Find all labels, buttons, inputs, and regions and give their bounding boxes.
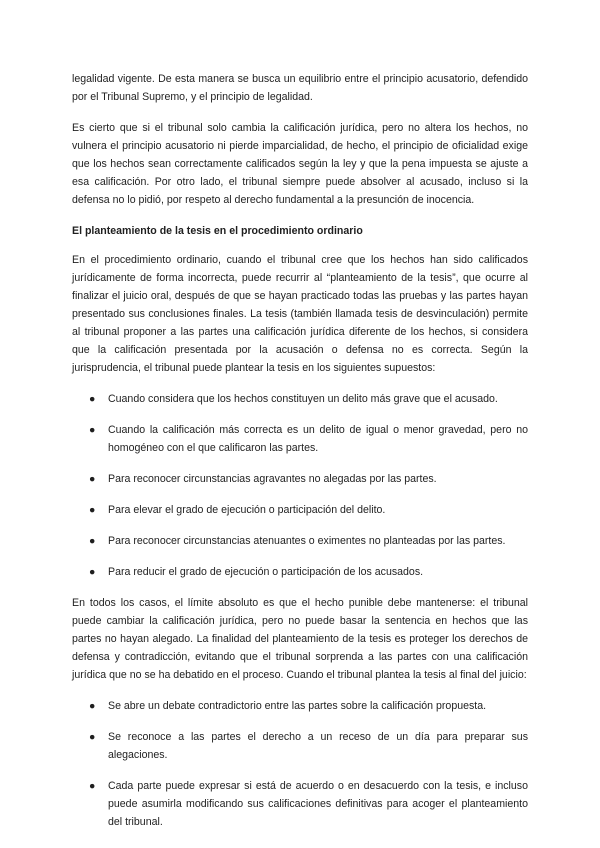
list-item-text: Para reconocer circunstancias atenuantes o eximentes no planteadas por las partes. xyxy=(108,535,506,547)
bullet-icon: ● xyxy=(89,535,96,547)
list-item xyxy=(72,563,528,581)
bullet-icon: ● xyxy=(89,473,96,485)
list-item xyxy=(72,470,528,488)
paragraph-calificacion: Es cierto que si el tribunal solo cambia la calificación jurídica, pero no altera los hechos, no vulnera el principio acusatorio ni pierde imparcialidad, de hecho, el principio de oficialidad exige que los hechos sean correctamente calificados según la ley y que la pena impuesta se ajuste a esa calificación. Por otro lado, el tribunal siempre puede absolver al acusado, incluso si la defensa no lo pidió, por respeto al derecho fundamental a la presunción de inocencia. xyxy=(72,122,528,206)
paragraph-legalidad: legalidad vigente. De esta manera se busca un equilibrio entre el principio acusatorio, defendido por el Tribunal Supremo, y el principio de legalidad. xyxy=(72,73,528,103)
list-item xyxy=(72,777,528,831)
paragraph-procedimiento-ordinario: En el procedimiento ordinario, cuando el tribunal cree que los hechos han sido calificados jurídicamente de forma incorrecta, puede recurrir al “planteamiento de la tesis”, que ocurre al finalizar el juicio oral, después de que se hayan practicado todas las pruebas y las partes hayan presentado sus conclusiones finales. La tesis (también llamada tesis de desvinculación) permite al tribunal proponer a las partes una calificación jurídica diferente de los hechos, si considera que la calificación presentada por la acusación o defensa no es correcta. Según la jurisprudencia, el tribunal puede plantear la tesis en los siguientes supuestos: xyxy=(72,254,528,374)
bullet-icon: ● xyxy=(89,700,96,712)
bullet-icon: ● xyxy=(89,780,96,792)
list-item-text: Se abre un debate contradictorio entre las partes sobre la calificación propuesta. xyxy=(108,700,487,712)
list-item xyxy=(72,390,528,408)
list-item-text: Para reconocer circunstancias agravantes no alegadas por las partes. xyxy=(108,473,437,485)
bullet-icon: ● xyxy=(89,393,96,405)
bullet-icon: ● xyxy=(89,504,96,516)
list-item-text: Cuando la calificación más correcta es un delito de igual o menor gravedad, pero no homogéneo con el que calificaron las partes. xyxy=(108,424,528,454)
bullet-icon: ● xyxy=(89,566,96,578)
list-item-text: Se reconoce a las partes el derecho a un receso de un día para preparar sus alegaciones. xyxy=(108,731,528,761)
list-item-text: Cada parte puede expresar si está de acuerdo o en desacuerdo con la tesis, e incluso puede asumirla modificando sus calificaciones definitivas para acoger el planteamiento del tribunal. xyxy=(108,780,528,828)
list-item xyxy=(72,421,528,457)
list-item-text: Para reducir el grado de ejecución o participación de los acusados. xyxy=(108,566,424,578)
list-item xyxy=(72,532,528,550)
list-supuestos xyxy=(72,390,528,581)
paragraph-limite-absoluto: En todos los casos, el límite absoluto es que el hecho punible debe mantenerse: el tribunal puede cambiar la calificación jurídica, pero no puede basar la sentencia en hechos que las partes no hayan alegado. La finalidad del planteamiento de la tesis es proteger los derechos de defensa y contradicción, evitando que el tribunal sorprenda a las partes con una calificación jurídica que no se ha debatido en el proceso. Cuando el tribunal plantea la tesis al final del juicio: xyxy=(72,597,528,681)
list-item-text: Para elevar el grado de ejecución o participación del delito. xyxy=(108,504,386,516)
list-item-text: Cuando considera que los hechos constituyen un delito más grave que el acusado. xyxy=(108,393,498,405)
bullet-icon: ● xyxy=(89,424,96,436)
list-item xyxy=(72,501,528,519)
list-item xyxy=(72,697,528,715)
list-item xyxy=(72,728,528,764)
document-page xyxy=(72,70,528,844)
bullet-icon: ● xyxy=(89,731,96,743)
list-final-juicio xyxy=(72,697,528,831)
section-heading: El planteamiento de la tesis en el procedimiento ordinario xyxy=(72,225,363,237)
